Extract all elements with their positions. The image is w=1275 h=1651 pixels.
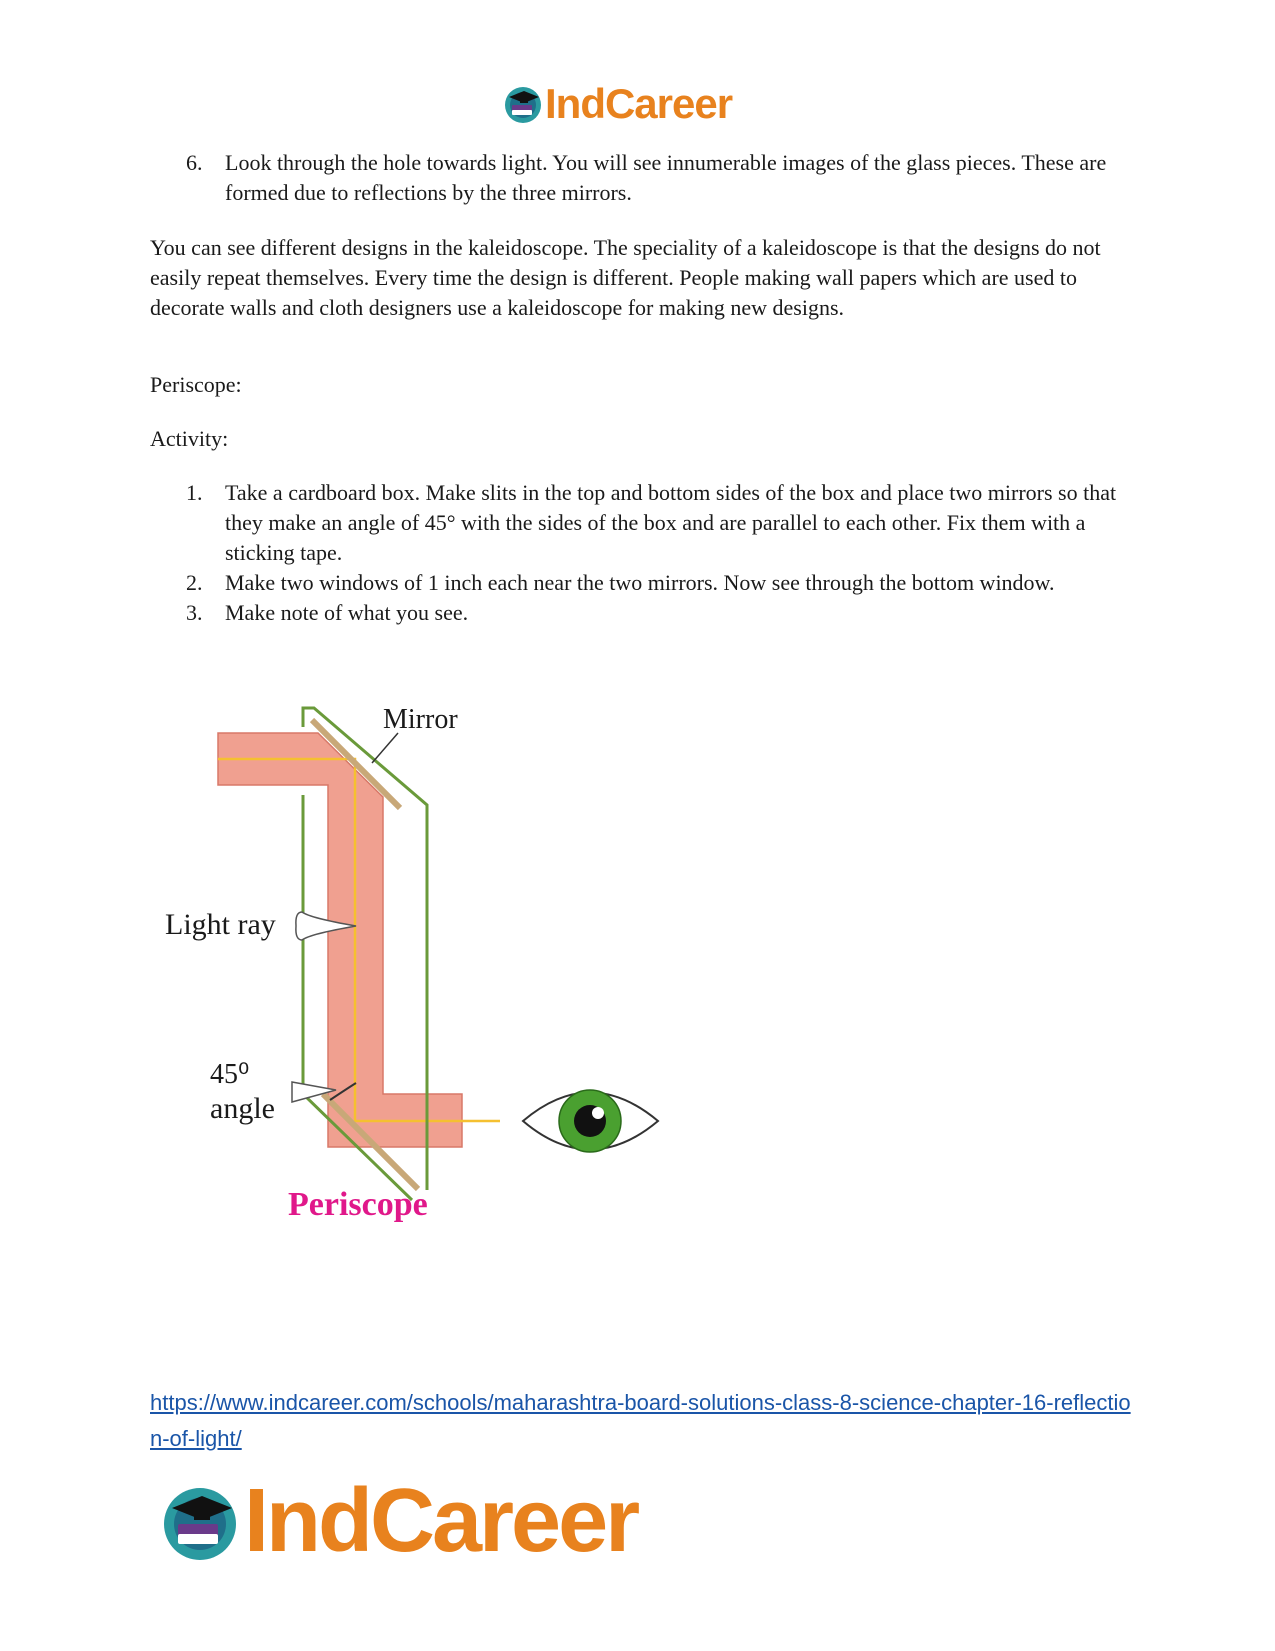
angle-value-label: 45⁰ [210,1059,250,1090]
list-item [150,478,1130,568]
activity-steps-list [150,478,1130,628]
list-item [150,148,1130,208]
eye-icon [523,1090,658,1152]
list-item-text: Make two windows of 1 inch each near the two mirrors. Now see through the bottom window. [225,570,1055,595]
logo-wordmark: IndCareer [545,80,733,127]
periscope-diagram [150,700,670,1240]
list-item [150,598,1130,628]
angle-word-label: angle [210,1092,275,1125]
list-item [150,568,1130,598]
mirror-label: Mirror [383,704,458,735]
graduation-book-icon [503,84,543,124]
periscope-heading: Periscope: [150,372,242,397]
footer-logo[interactable] [160,1470,637,1573]
source-link[interactable]: https://www.indcareer.com/schools/maharashtra-board-solutions-class-8-science-chapter-16-reflection-of-light/ [150,1390,1131,1451]
list-item-text: Make note of what you see. [225,600,469,625]
list-item-number: 1. [186,480,203,505]
list-item-text: Take a cardboard box. Make slits in the top and bottom sides of the box and place two mirrors so that they make an angle of 45° with the sides of the box and are parallel to each other. Fix them with a sticking tape. [225,480,1117,565]
list-item-text: Look through the hole towards light. You will see innumerable images of the glass pieces. These are formed due to reflections by the three mirrors. [225,150,1107,205]
header-logo[interactable] [503,80,732,128]
list-item-number: 6. [186,150,203,175]
mirror-pointer [372,733,398,763]
logo-wordmark: IndCareer [244,1471,638,1571]
activity-heading: Activity: [150,426,229,451]
kaleidoscope-paragraph: You can see different designs in the kaleidoscope. The speciality of a kaleidoscope is that the designs do not easily repeat themselves. Every time the design is different. People making wall papers which are used to decorate walls and cloth designers use a kaleidoscope for making new designs. [150,235,1101,320]
light-ray-label: Light ray [165,908,276,941]
kaleidoscope-steps-list [150,148,1130,208]
list-item-number: 2. [186,570,203,595]
figure-caption: Periscope [288,1186,428,1223]
graduation-book-icon [160,1482,240,1562]
list-item-number: 3. [186,600,203,625]
